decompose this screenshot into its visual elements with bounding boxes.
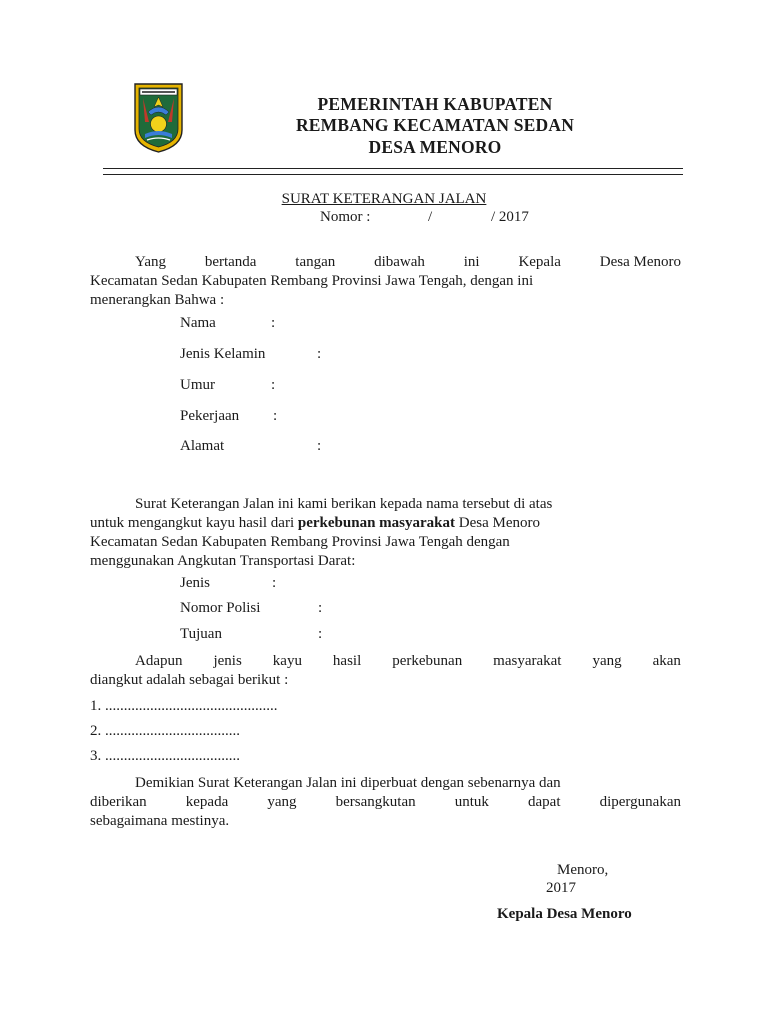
transport-line-3: Kecamatan Sedan Kabupaten Rembang Provinsi Jawa Tengah dengan bbox=[90, 534, 510, 550]
header-divider-bottom bbox=[103, 174, 683, 175]
word: untuk bbox=[454, 794, 489, 810]
field-colon: : bbox=[272, 575, 277, 591]
closing-line-1: Demikian Surat Keterangan Jalan ini diperbuat dengan sebenarnya dan bbox=[135, 775, 561, 791]
bold-text: perkebunan masyarakat bbox=[297, 515, 455, 531]
header-line-government: PEMERINTAH KABUPATEN bbox=[317, 94, 553, 114]
transport-line-4: menggunakan Angkutan Transportasi Darat: bbox=[90, 553, 356, 569]
field-colon: : bbox=[317, 346, 322, 362]
list-item: 1. .............................................. bbox=[90, 698, 278, 714]
signature-place: Menoro, bbox=[557, 862, 609, 878]
word: akan bbox=[652, 653, 681, 669]
word: dipergunakan bbox=[599, 794, 681, 810]
closing-line-2 bbox=[90, 793, 681, 812]
closing-paragraph bbox=[90, 774, 681, 831]
transport-paragraph bbox=[90, 495, 681, 571]
word: dapat bbox=[528, 794, 561, 810]
intro-line-1 bbox=[90, 253, 681, 272]
header-line-district: REMBANG KECAMATAN SEDAN bbox=[295, 115, 575, 135]
signature-role: Kepala Desa Menoro bbox=[497, 906, 632, 922]
intro-line-3: menerangkan Bahwa : bbox=[90, 292, 225, 308]
text-span: untuk mengangkut kayu hasil dari bbox=[90, 515, 295, 531]
word: hasil bbox=[332, 653, 362, 669]
word: ini bbox=[463, 254, 480, 270]
word: masyarakat bbox=[493, 653, 562, 669]
header-divider-top bbox=[103, 168, 683, 169]
transport-line-1: Surat Keterangan Jalan ini kami berikan kepada nama tersebut di atas bbox=[135, 496, 553, 512]
word: jenis bbox=[213, 653, 242, 669]
field-colon: : bbox=[271, 315, 276, 331]
field-colon: : bbox=[318, 600, 323, 616]
word: bertanda bbox=[204, 254, 257, 270]
word: Kepala bbox=[518, 254, 561, 270]
vehicle-label-jenis: Jenis bbox=[180, 575, 210, 591]
wood-list-paragraph bbox=[90, 652, 681, 690]
closing-line-3: sebagaimana mestinya. bbox=[90, 813, 230, 829]
word: tangan bbox=[295, 254, 336, 270]
word: Adapun bbox=[135, 653, 183, 669]
word: yang bbox=[592, 653, 622, 669]
field-colon: : bbox=[273, 408, 278, 424]
word: kepada bbox=[185, 794, 229, 810]
field-label-nama: Nama bbox=[180, 315, 216, 331]
word: diberikan bbox=[90, 794, 147, 810]
vehicle-label-nomor-polisi: Nomor Polisi bbox=[180, 600, 261, 616]
wood-line-2: diangkut adalah sebagai berikut : bbox=[90, 672, 289, 688]
transport-line-2 bbox=[90, 514, 681, 533]
field-label-pekerjaan: Pekerjaan bbox=[180, 408, 240, 424]
list-item: 3. .................................... bbox=[90, 748, 240, 764]
intro-paragraph bbox=[90, 253, 681, 310]
wood-line-1 bbox=[90, 652, 681, 671]
list-item: 2. .................................... bbox=[90, 723, 240, 739]
vehicle-label-tujuan: Tujuan bbox=[180, 626, 222, 642]
word: perkebunan bbox=[392, 653, 463, 669]
field-colon: : bbox=[318, 626, 323, 642]
field-label-umur: Umur bbox=[180, 377, 215, 393]
word: bersangkutan bbox=[335, 794, 416, 810]
word: dibawah bbox=[374, 254, 425, 270]
signature-year: 2017 bbox=[546, 880, 576, 896]
header-line-village: DESA MENORO bbox=[368, 137, 502, 157]
word: Yang bbox=[135, 254, 166, 270]
field-label-alamat: Alamat bbox=[180, 438, 225, 454]
text-span: Desa Menoro bbox=[458, 515, 540, 531]
nomor-label: Nomor : bbox=[320, 209, 371, 225]
field-colon: : bbox=[317, 438, 322, 454]
word: yang bbox=[267, 794, 297, 810]
nomor-slash: / bbox=[428, 209, 433, 225]
nomor-year: / 2017 bbox=[491, 209, 529, 225]
word: Desa Menoro bbox=[599, 254, 681, 270]
field-colon: : bbox=[271, 377, 276, 393]
word: kayu bbox=[272, 653, 302, 669]
field-label-jenis-kelamin: Jenis Kelamin bbox=[180, 346, 266, 362]
intro-line-2: Kecamatan Sedan Kabupaten Rembang Provinsi Jawa Tengah, dengan ini bbox=[90, 273, 534, 289]
regency-emblem-logo bbox=[133, 82, 184, 154]
document-title: SURAT KETERANGAN JALAN bbox=[281, 191, 487, 207]
